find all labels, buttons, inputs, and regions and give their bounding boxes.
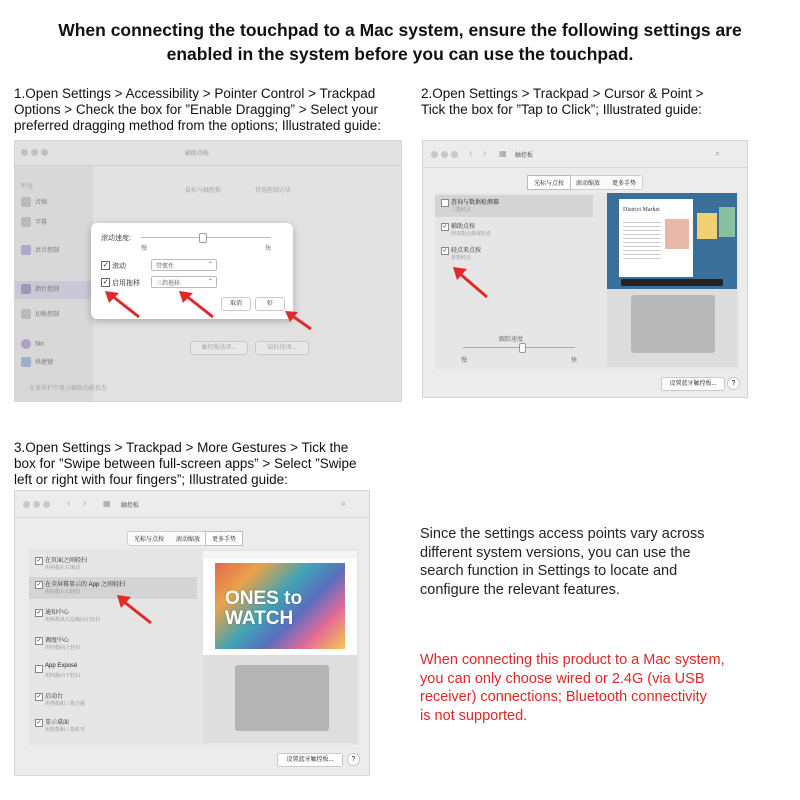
enable-dragging-checkbox[interactable]: ✓ [102,279,109,286]
mission-control-checkbox[interactable]: ✓ [36,638,42,644]
step-1-text [14,86,404,134]
note-line: search function in Settings to locate and [420,563,678,579]
back-icon[interactable]: ‹ [469,148,473,159]
row-swipe-pages[interactable] [29,553,197,575]
step-2-text [421,86,791,118]
arrow-icon [115,593,155,627]
warning-text [420,651,790,725]
tab-bar [527,175,643,190]
fast-label: 快 [265,246,272,252]
pointer-icon [21,284,31,294]
window-minimize-icon[interactable] [33,501,40,508]
tab-more-gestures[interactable]: 更多手势 [206,532,242,545]
row-title: App Exposé [45,663,78,669]
step-1-line: preferred dragging method from the options; Illustrated guide: [14,118,381,133]
tap-to-click-checkbox[interactable]: ✓ [442,248,448,254]
select-arrows-icon: ⌃ [207,262,213,268]
trackpad-illustration [235,665,329,731]
preview-card [719,207,735,237]
preview-trackpad-area [203,655,357,743]
row-subtitle: 用四指向上轻扫 [45,645,81,651]
preview-artwork [215,563,345,649]
tab-more-gestures[interactable]: 更多手势 [612,181,637,187]
page-title [0,18,800,66]
sub-tab-alternate-control[interactable]: 替选控制方法 [255,188,292,194]
grid-icon[interactable]: ▦ [103,499,111,508]
step-3-line: 3.Open Settings > Trackpad > More Gestures > Tick the [14,440,349,455]
shortcut-icon [21,357,31,367]
row-subtitle: 单指轻点 [451,255,472,261]
ok-button[interactable]: 好 [255,297,285,311]
window-close-icon[interactable] [431,151,438,158]
secondary-click-checkbox[interactable]: ✓ [442,224,448,230]
warning-line: you can only choose wired or 2.4G (via USB [420,670,705,687]
row-notification-center[interactable] [29,605,197,627]
scroll-checkbox[interactable]: ✓ [102,262,109,269]
title-line-2: enabled in the system before you can use the touchpad. [166,44,634,64]
preview-heading: District Market [623,207,660,213]
row-subtitle: 用两指从右边缘向左轻扫 [45,617,101,623]
preview-screen [607,193,737,289]
preview-trackpad-area [607,289,737,367]
sidebar-item-captions[interactable]: 字幕 [21,217,47,227]
row-subtitle: 三指轻点 [451,207,472,213]
window-close-icon[interactable] [23,501,30,508]
forward-icon[interactable]: › [483,148,487,159]
row-subtitle: 用两指左右滚动 [45,565,81,571]
sidebar-item-audio[interactable]: 音频 [21,197,47,207]
step-1-line: 1.Open Settings > Accessibility > Pointer Control > Trackpad [14,86,376,101]
fast-label: 快 [571,358,578,364]
row-mission-control[interactable] [29,633,197,655]
row-title: 辅助点按 [451,224,476,230]
preview-document [619,199,693,277]
row-subtitle: 用双指点按或轻点 [451,231,492,237]
step-3-text [14,440,404,488]
row-subtitle: 用拇指和三指合拢 [45,701,86,707]
menu-bar-status-checkbox[interactable]: 在菜单栏中显示辅助功能状态 [29,386,108,392]
app-expose-checkbox[interactable] [35,665,43,673]
tracking-speed-label: 跟踪速度 [499,337,524,343]
trackpad-options-button[interactable]: 触控板选项... [190,341,248,355]
forward-icon[interactable]: › [83,498,87,509]
row-subtitle: 用拇指和三指张开 [45,727,86,733]
search-icon[interactable]: ⌕ [715,148,721,158]
scroll-select[interactable] [151,259,217,271]
captions-icon [21,217,31,227]
window-title: 触控板 [515,153,534,159]
tab-scroll-zoom[interactable]: 滚动缩放 [576,181,601,187]
step-1-line: Options > Check the box for ”Enable Dragging” > Select your [14,102,378,117]
swipe-pages-checkbox[interactable]: ✓ [36,558,42,564]
screenshot-trackpad-more-gestures [14,490,370,776]
row-app-expose[interactable] [29,661,197,683]
preview-image [665,219,689,249]
row-swipe-fullscreen-apps[interactable] [29,577,197,599]
show-desktop-checkbox[interactable]: ✓ [36,720,42,726]
row-subtitle: 用四指左右轻扫 [45,589,81,595]
preview-screen [203,551,357,655]
voice-control-icon [21,245,31,255]
cancel-button[interactable]: 取消 [221,297,251,311]
select-arrows-icon: ⌃ [207,279,213,285]
note-line: Since the settings access points vary across [420,526,705,542]
drag-method-value: 三指拖移 [156,281,181,287]
back-icon[interactable]: ‹ [67,498,71,509]
help-button[interactable]: ? [727,377,740,390]
slider-thumb[interactable] [199,233,207,243]
arrow-icon [103,289,143,321]
row-title: 通知中心 [45,610,70,616]
window-zoom-icon[interactable] [43,501,50,508]
step-3-line: box for ”Swipe between full-screen apps” > Select ”Swipe [14,456,357,471]
window-zoom-icon[interactable] [451,151,458,158]
toolbar-divider [15,517,369,518]
slow-label: 慢 [141,246,148,252]
preview-headline: ONES to WATCH [225,588,303,629]
step-2-line: Tick the box for ”Tap to Click”; Illustrated guide: [421,102,702,117]
lookup-checkbox[interactable] [441,199,449,207]
tab-bar [127,531,243,546]
row-launchpad[interactable] [29,689,197,711]
screenshot-trackpad-point-click [422,140,748,398]
search-icon[interactable]: ⌕ [341,498,347,508]
sidebar-item-shortcut[interactable]: 快捷键 [21,357,53,367]
siri-icon [21,339,31,349]
setup-bluetooth-trackpad-button[interactable]: 设置蓝牙触控板... [661,377,725,391]
arrow-icon [177,289,217,321]
tab-scroll-zoom[interactable]: 滚动缩放 [176,537,201,543]
audio-icon [21,197,31,207]
scroll-speed-label: 滚动速度: [101,235,131,242]
setup-bluetooth-trackpad-button[interactable]: 设置蓝牙触控板... [277,753,343,767]
preview-text-lines [623,219,661,259]
row-show-desktop[interactable] [29,715,197,737]
help-button[interactable]: ? [347,753,360,766]
warning-line: receiver) connections; Bluetooth connectivity [420,689,707,705]
row-title: 轻点来点按 [451,248,482,254]
note-line: different system versions, you can use the [420,544,691,561]
scroll-select-value: 带惯性 [156,264,175,270]
row-title: 在页面之间轻扫 [45,558,88,564]
window-title: 辅助功能 [185,151,210,157]
slow-label: 慢 [461,358,468,364]
window-minimize-icon[interactable] [31,149,38,156]
row-tap-to-click[interactable] [435,243,593,265]
mouse-options-button[interactable]: 鼠标选项... [255,341,309,355]
row-lookup[interactable] [435,195,593,217]
tab-point-click[interactable]: 光标与点按 [528,176,570,189]
step-2-line: 2.Open Settings > Trackpad > Cursor & Point > [421,86,704,101]
window-close-icon[interactable] [21,149,28,156]
sidebar-item-siri[interactable]: Siri [21,339,44,349]
warning-line: is not supported. [420,707,528,724]
window-title: 触控板 [121,503,140,509]
sidebar-item-voice-control[interactable]: 语音控制 [21,245,59,255]
row-title: 在全屏幕显示的 App 之间轻扫 [45,582,126,588]
slider-thumb[interactable] [519,343,526,353]
sidebar-item-pointer-control[interactable]: 指针控制 [15,281,93,299]
row-secondary-click[interactable] [435,219,593,241]
switch-control-icon [21,309,31,319]
sub-tab-mouse-trackpad[interactable]: 鼠标与触控板 [185,188,222,194]
window-minimize-icon[interactable] [441,151,448,158]
preview-dock [621,279,723,286]
row-subtitle: 用四指向下轻扫 [45,673,81,679]
swipe-fullscreen-apps-checkbox[interactable]: ✓ [36,582,42,588]
screenshot-accessibility [14,140,402,402]
sidebar-section-label: 听觉 [21,184,34,190]
grid-icon[interactable]: ▦ [499,149,507,158]
preview-browser-bar [203,551,357,559]
enable-dragging-label: 启用拖移 [112,280,140,287]
arrow-icon [283,309,315,333]
row-title: 查询与数据检测器 [451,200,500,206]
trackpad-illustration [631,295,715,353]
tab-point-click[interactable]: 光标与点按 [134,537,165,543]
note-line: configure the relevant features. [420,581,620,598]
scroll-label: 滚动 [112,263,126,270]
settings-pane [29,549,359,745]
preview-card [697,213,717,239]
note-text [420,525,790,599]
step-3-line: left or right with four fingers”; Illustrated guide: [14,472,288,487]
row-title: 调度中心 [45,638,70,644]
window-zoom-icon[interactable] [41,149,48,156]
title-line-1: When connecting the touchpad to a Mac system, ensure the following settings are [58,20,742,40]
drag-method-select[interactable] [151,276,217,288]
row-title: 启动台 [45,694,64,700]
notification-center-checkbox[interactable]: ✓ [36,610,42,616]
toolbar-divider [423,167,747,168]
arrow-icon [451,265,491,301]
warning-line: When connecting this product to a Mac system, [420,652,725,668]
row-title: 显示桌面 [45,720,70,726]
sidebar-item-switch-control[interactable]: 切换控制 [21,309,59,319]
launchpad-checkbox[interactable]: ✓ [36,694,42,700]
